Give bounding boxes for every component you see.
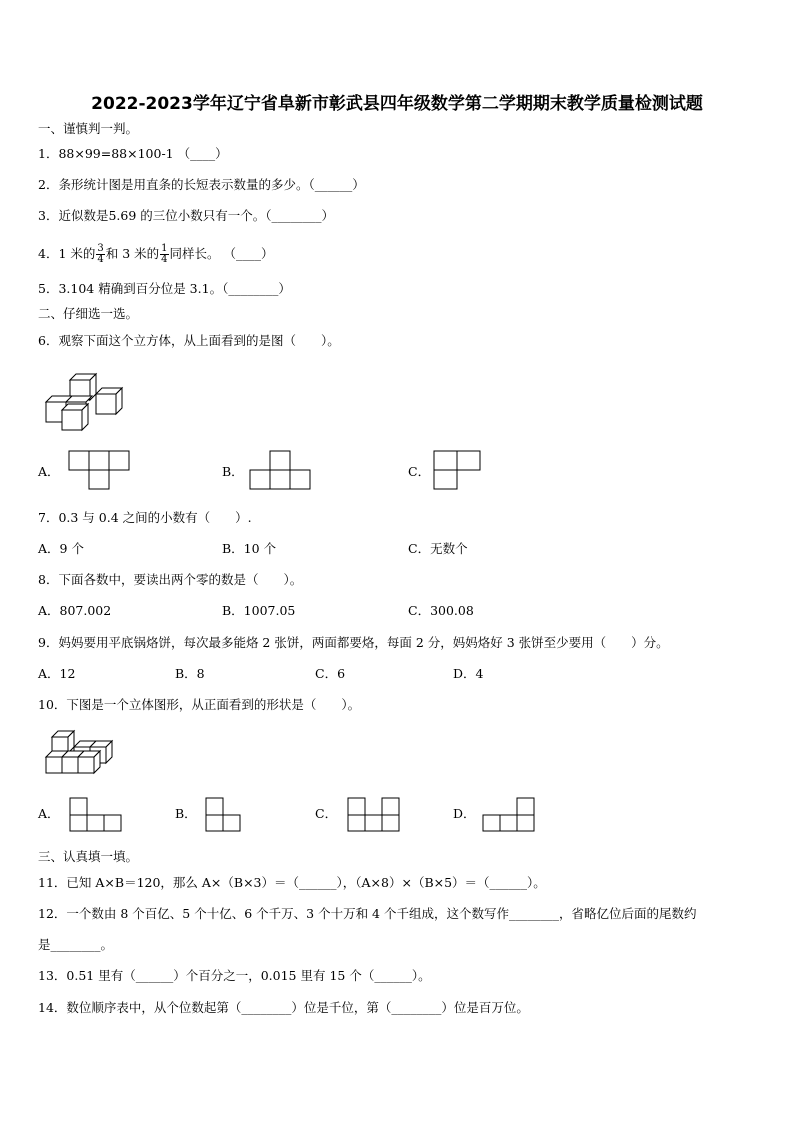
question-7: 7．0.3 与 0.4 之间的小数有（ ）.	[38, 510, 252, 525]
question-6-option-b-figure	[249, 450, 311, 490]
question-9: 9．妈妈要用平底锅烙饼，每次最多能烙 2 张饼，两面都要烙，每面 2 分，妈妈烙好 3 张饼至少要用（ ）分。	[38, 635, 669, 650]
question-6: 6．观察下面这个立方体，从上面看到的是图（ ）。	[38, 333, 340, 348]
question-14: 14．数位顺序表中，从个位数起第（________）位是千位，第（________）位是百万位。	[38, 1000, 529, 1015]
question-10-option-d-figure	[482, 797, 536, 833]
question-10-option-b: B．	[175, 806, 197, 821]
question-4-part-a: 4．1 米的	[38, 246, 96, 261]
question-5: 5．3.104 精确到百分位是 3.1。（________）	[38, 281, 291, 296]
question-10-option-d: D．	[453, 806, 476, 821]
question-8: 8．下面各数中，要读出两个零的数是（ ）。	[38, 572, 303, 587]
question-9-option-d: D．4	[453, 666, 484, 681]
question-12-line-2: 是________。	[38, 937, 114, 952]
question-10-option-c: C．	[315, 806, 338, 821]
question-6-option-a: A．	[38, 464, 60, 479]
question-9-option-c: C．6	[315, 666, 346, 681]
question-7-option-b: B．10 个	[222, 541, 277, 556]
fraction-one-quarter: $\frac{1}{4}$	[161, 243, 168, 265]
question-1: 1．88×99=88×100-1 （____）	[38, 146, 228, 161]
question-10-option-c-figure	[347, 797, 401, 833]
question-10-solid-figure	[44, 729, 110, 779]
question-6-option-b: B．	[222, 464, 244, 479]
question-4-part-b: 和 3 米的	[105, 246, 160, 261]
question-10-option-b-figure	[205, 797, 243, 833]
question-9-option-b: B．8	[175, 666, 205, 681]
question-6-option-c-figure	[433, 450, 483, 490]
section-3-heading: 三、认真填一填。	[38, 849, 139, 864]
question-8-option-a: A．807.002	[38, 603, 112, 618]
question-6-cube-figure	[44, 372, 124, 432]
question-11: 11．已知 A×B＝120，那么 A×（B×3）＝（______），（A×8）×（B×5）＝（______）。	[38, 875, 546, 890]
question-6-option-c: C．	[408, 464, 431, 479]
question-9-option-a: A．12	[38, 666, 76, 681]
question-7-option-a: A．9 个	[38, 541, 84, 556]
question-3: 3．近似数是5.69 的三位小数只有一个。（________）	[38, 208, 335, 223]
question-8-option-c: C．300.08	[408, 603, 474, 618]
question-10-option-a: A．	[38, 806, 60, 821]
question-7-option-c: C．无数个	[408, 541, 468, 556]
question-10-option-a-figure	[69, 797, 123, 833]
fraction-three-quarters: $\frac{3}{4}$	[97, 243, 104, 265]
question-4-part-c: 同样长。 （____）	[169, 246, 274, 261]
question-2: 2．条形统计图是用直条的长短表示数量的多少。（______）	[38, 177, 365, 192]
question-4	[38, 244, 274, 265]
page-title: 2022-2023学年辽宁省阜新市彰武县四年级数学第二学期期末教学质量检测试题	[91, 94, 703, 114]
question-8-option-b: B．1007.05	[222, 603, 296, 618]
question-13: 13．0.51 里有（______）个百分之一，0.015 里有 15 个（______）。	[38, 968, 431, 983]
question-6-option-a-figure	[68, 450, 130, 490]
section-1-heading: 一、谨慎判一判。	[38, 121, 139, 136]
question-12-line-1: 12．一个数由 8 个百亿、5 个十亿、6 个千万、3 个十万和 4 个千组成，这个数写作________，省略亿位后面的尾数约	[38, 906, 697, 921]
section-2-heading: 二、仔细选一选。	[38, 306, 139, 321]
question-10: 10．下图是一个立体图形，从正面看到的形状是（ ）。	[38, 697, 361, 712]
